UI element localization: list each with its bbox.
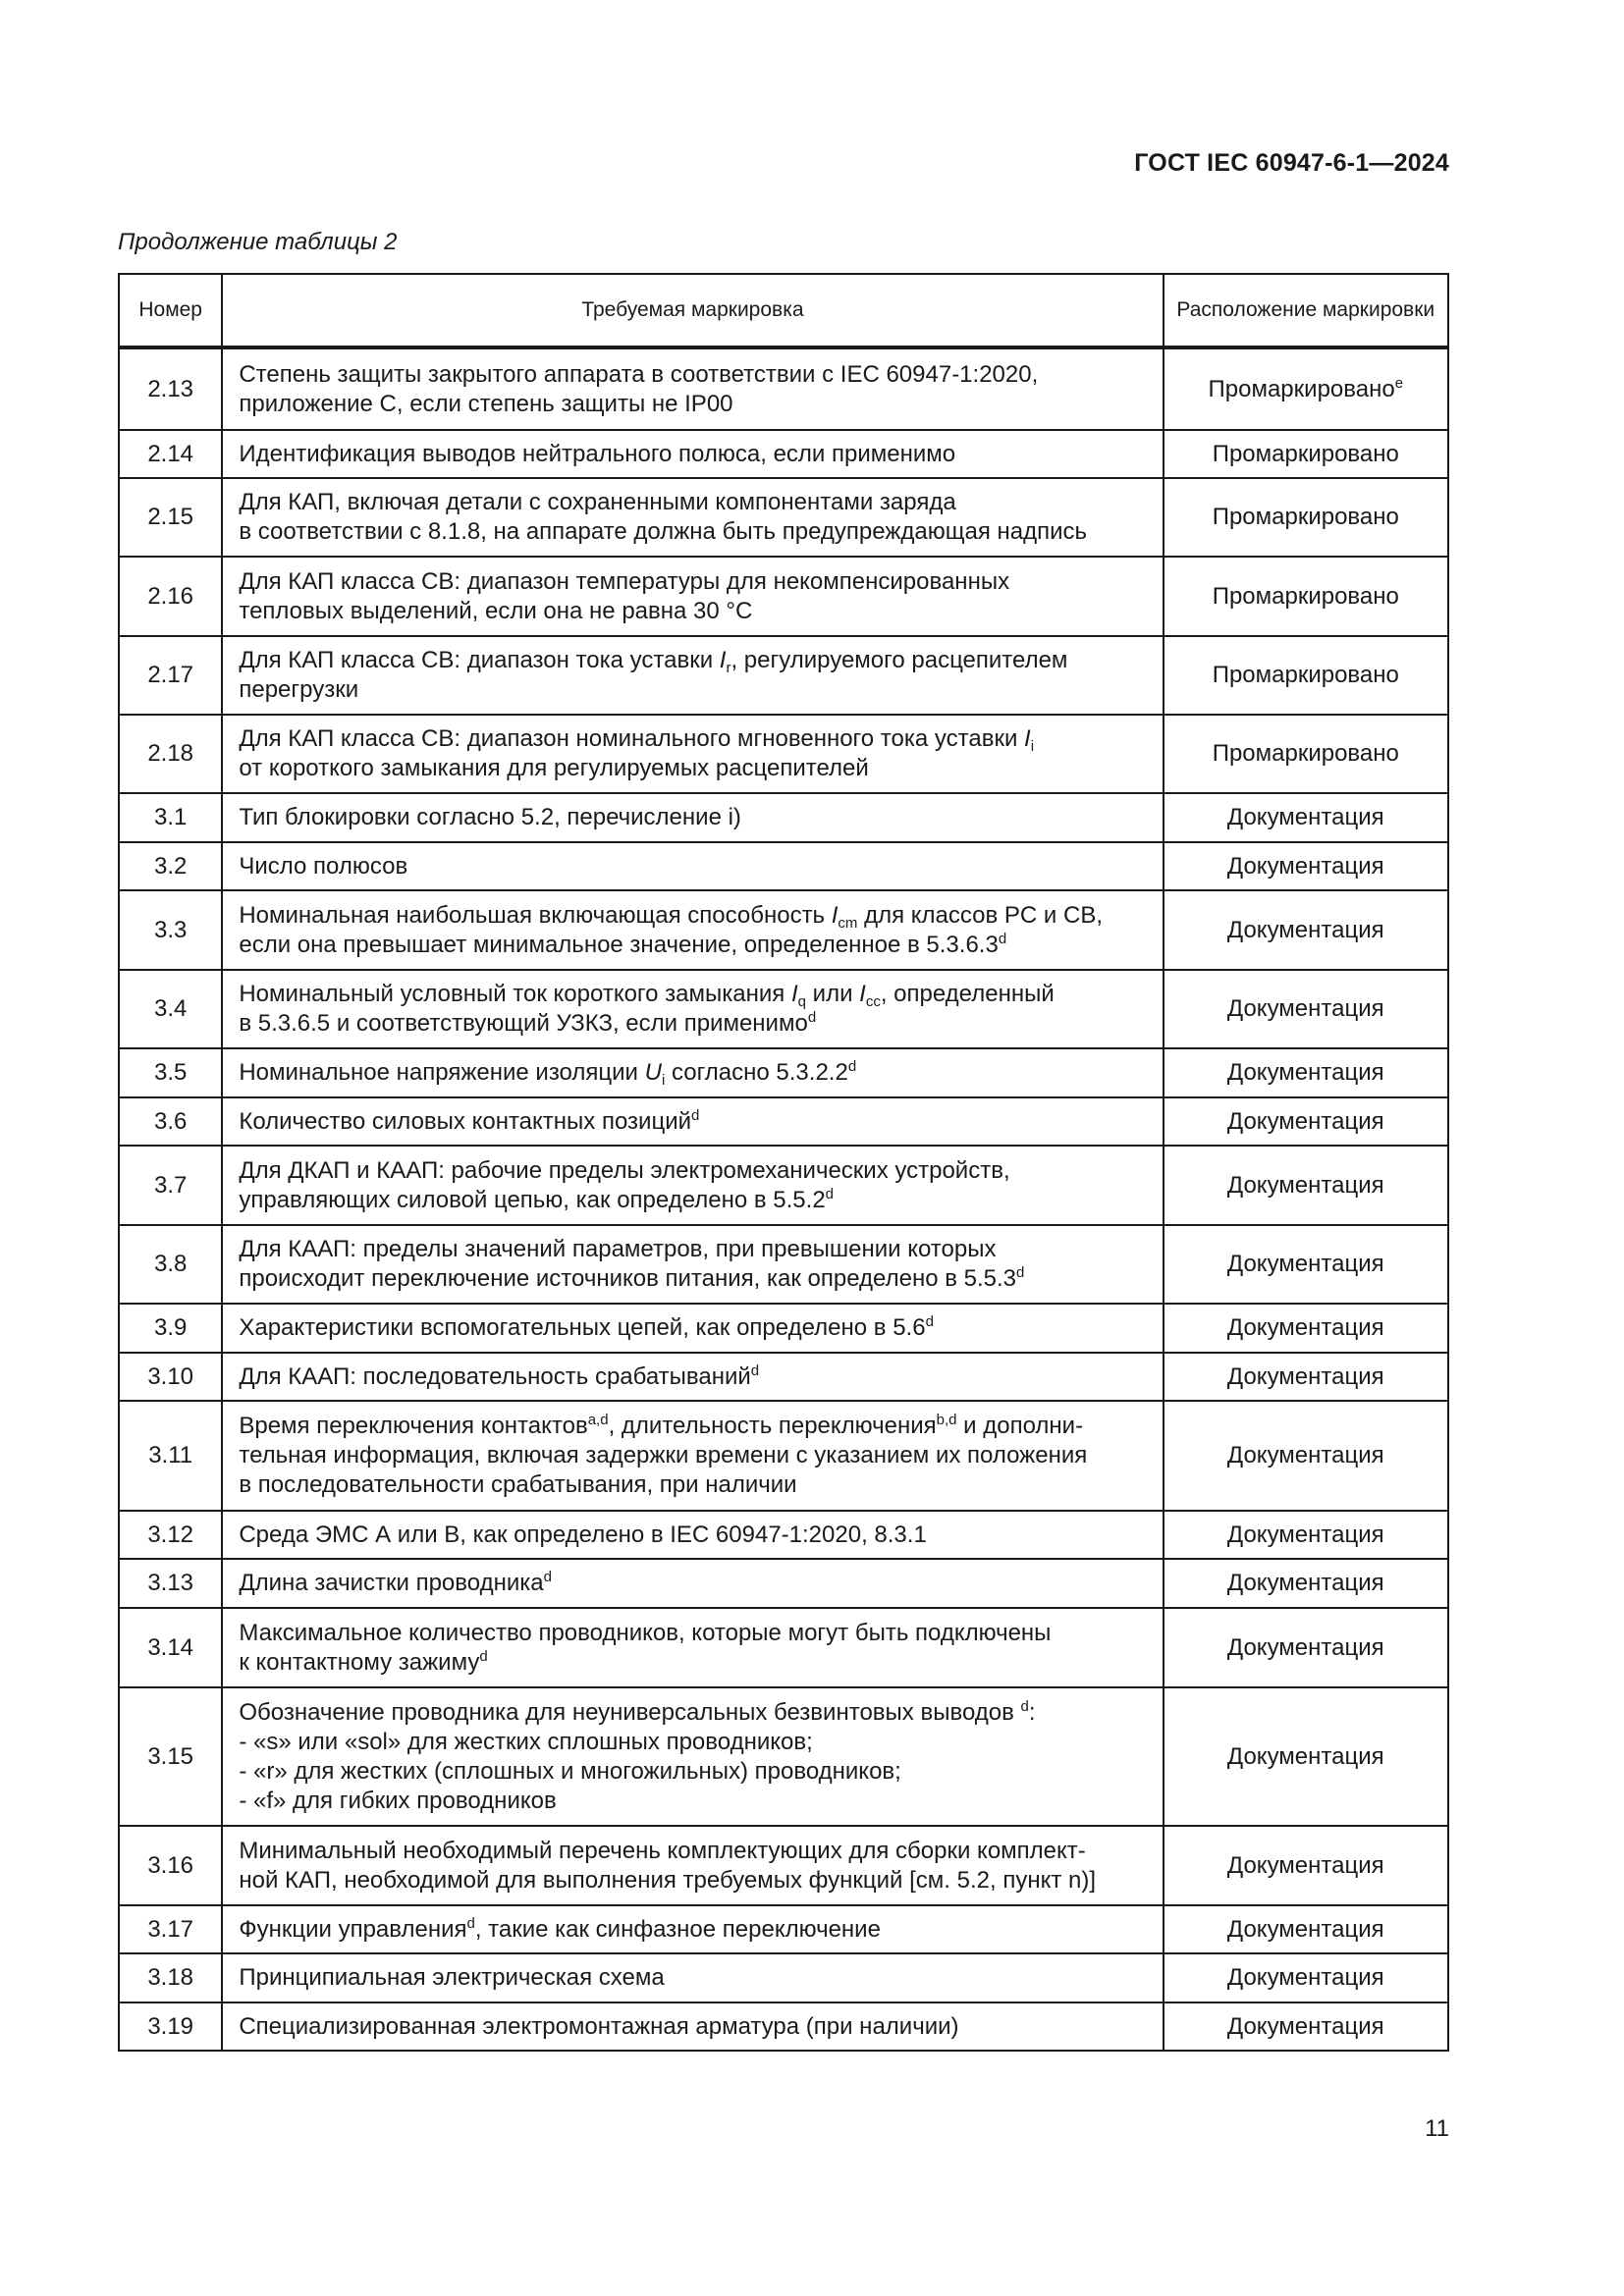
marking-location-text: Документация [1226,1964,1384,1991]
text-run: - «r» для жестких (сплошных и многожильных) проводников; [239,1757,901,1785]
row-number: 2.15 [119,478,222,557]
subscript: i [661,1072,666,1089]
marking-location [1164,793,1448,842]
footnote-ref: d [1020,1697,1029,1715]
footnote-ref: e [1394,374,1404,392]
row-number: 2.13 [119,347,222,430]
text-run: от короткого замыкания для регулируемых расцепителей [239,755,869,781]
text-run: Для КААП: пределы значений параметров, при превышении которых [239,1236,997,1262]
marking-location [1164,890,1448,970]
marking-location-text: Документация [1226,1521,1384,1548]
required-marking-text [222,890,1163,970]
row-number: 3.11 [119,1401,222,1511]
required-marking-text [222,1353,1163,1401]
marking-location [1164,1304,1448,1353]
text-run: , регулируемого расцепителем [731,647,1068,673]
marking-location [1164,1559,1448,1608]
text-run: тепловых выделений, если она не равна 30 °С [239,597,753,624]
required-marking-text [222,1097,1163,1146]
text-run: Для КАП класса СВ: диапазон тока уставки [239,647,720,673]
text-line [239,1441,1146,1470]
text-run: , такие как синфазное переключение [474,1915,881,1943]
required-marking-text [222,842,1163,890]
text-run: Функции управления [239,1915,467,1943]
text-run: Длина зачистки проводника [239,1570,544,1596]
text-run: Тип блокировки согласно 5.2, перечисление i) [239,804,741,830]
text-line [239,1058,1146,1088]
marking-location [1164,1511,1448,1559]
symbol: I [1024,725,1031,752]
footnote-ref: b,d [936,1412,957,1428]
text-run: - «s» или «sol» для жестких сплошных проводников; [239,1728,813,1755]
subscript: q [797,993,806,1010]
text-line [239,517,1146,547]
symbol: U [644,1059,662,1086]
table-row [119,1687,1448,1826]
row-number: 3.2 [119,842,222,890]
text-line [239,1362,1146,1392]
marking-location-text: Документация [1226,916,1384,943]
text-line [239,980,1146,1009]
text-run: Характеристики вспомогательных цепей, как определено в 5.6 [239,1314,926,1341]
row-number: 3.15 [119,1687,222,1826]
marking-location [1164,1146,1448,1225]
row-number: 2.18 [119,715,222,793]
marking-location [1164,347,1448,430]
text-line [239,646,1146,675]
required-marking-text [222,1826,1163,1905]
marking-location-text: Документация [1226,1362,1384,1390]
text-line [239,1915,1146,1945]
text-run: , определенный [880,981,1055,1007]
text-line [239,1186,1146,1215]
required-marking-text [222,430,1163,478]
marking-location [1164,970,1448,1048]
symbol: I [831,901,839,929]
text-run: происходит переключение источников питания, как определено в 5.5.3 [239,1265,1017,1292]
row-number: 3.6 [119,1097,222,1146]
table-row [119,890,1448,970]
text-run: Номинальный условный ток короткого замыкания [239,981,791,1007]
table-row [119,1559,1448,1608]
text-line [239,1009,1146,1039]
text-run: Минимальный необходимый перечень комплектующих для сборки комплект- [239,1837,1086,1864]
text-line [239,1619,1146,1648]
text-run: , длительность переключения [608,1413,937,1439]
marking-location [1164,1353,1448,1401]
required-marking-text [222,2002,1163,2051]
marking-location [1164,430,1448,478]
table-row [119,793,1448,842]
table-row [119,1401,1448,1511]
text-run: Номинальная наибольшая включающая способность [239,901,832,929]
text-line [239,440,1146,469]
table-row [119,347,1448,430]
row-number: 2.17 [119,636,222,715]
text-line [239,1313,1146,1343]
subscript: cc [865,993,881,1010]
text-line [239,1521,1146,1550]
row-number: 3.5 [119,1048,222,1097]
text-line [239,597,1146,626]
page-number: 11 [1425,2115,1449,2142]
table-row [119,1097,1448,1146]
marking-table [118,273,1449,2052]
row-number: 3.9 [119,1304,222,1353]
marking-location-text: Документация [1226,1570,1384,1596]
row-number: 2.14 [119,430,222,478]
text-line [239,1648,1146,1678]
text-run: Количество силовых контактных позиций [239,1107,692,1135]
text-run: Для ДКАП и КААП: рабочие пределы электромеханических устройств, [239,1156,1010,1184]
marking-location-text: Документация [1226,1742,1384,1770]
text-line [239,360,1146,390]
required-marking-text [222,715,1163,793]
marking-location-text: Документация [1226,852,1384,880]
text-run: согласно 5.3.2.2 [665,1059,848,1086]
text-line [239,1698,1146,1728]
table-row [119,1146,1448,1225]
text-run: : [1028,1698,1036,1726]
text-run: Степень защиты закрытого аппарата в соответствии с IEC 60947-1:2020, [239,360,1039,388]
marking-location [1164,1097,1448,1146]
text-line [239,488,1146,517]
text-line [239,803,1146,832]
text-line [239,931,1146,960]
column-header-location: Расположение маркировки [1164,274,1448,347]
text-line [239,1787,1146,1816]
table-row [119,557,1448,636]
text-line [239,2012,1146,2042]
table-body [119,347,1448,2051]
row-number: 3.8 [119,1225,222,1304]
table-row [119,1953,1448,2002]
row-number: 2.16 [119,557,222,636]
footnote-ref: d [925,1313,934,1330]
text-run: в последовательности срабатывания, при наличии [239,1471,797,1498]
text-run: приложение С, если степень защиты не IP00 [239,390,733,417]
row-number: 3.10 [119,1353,222,1401]
row-number: 3.18 [119,1953,222,2002]
subscript: cm [838,914,858,932]
text-line [239,1728,1146,1757]
marking-location-text: Документация [1226,1107,1384,1135]
marking-location-text: Промаркировано [1212,662,1399,688]
text-line [239,390,1146,419]
required-marking-text [222,1905,1163,1953]
symbol: I [719,647,727,673]
row-number: 3.16 [119,1826,222,1905]
required-marking-text [222,1146,1163,1225]
marking-location-text: Документация [1226,1851,1384,1879]
table-row [119,2002,1448,2051]
table-row [119,1608,1448,1687]
table-row [119,1905,1448,1953]
text-line [239,1837,1146,1866]
column-header-number: Номер [119,274,222,347]
text-line [239,1470,1146,1500]
marking-location [1164,715,1448,793]
marking-location [1164,1905,1448,1953]
required-marking-text [222,636,1163,715]
footnote-ref: d [825,1185,835,1202]
text-line [239,1156,1146,1186]
text-run: если она превышает минимальное значение, определенное в 5.3.6.3 [239,931,999,958]
text-line [239,1757,1146,1787]
row-number: 3.14 [119,1608,222,1687]
text-run: Для КААП: последовательность срабатываний [239,1362,751,1390]
text-line [239,901,1146,931]
text-run: тельная информация, включая задержки времени с указанием их положения [239,1442,1088,1468]
text-line [239,1107,1146,1137]
marking-location [1164,557,1448,636]
footnote-ref: d [807,1009,817,1026]
footnote-ref: d [479,1647,488,1665]
marking-location [1164,1225,1448,1304]
required-marking-text [222,478,1163,557]
required-marking-text [222,1304,1163,1353]
standard-designation: ГОСТ IEC 60947-6-1—2024 [1134,149,1449,177]
table-row [119,715,1448,793]
required-marking-text [222,1401,1163,1511]
marking-location [1164,636,1448,715]
text-run: Обозначение проводника для неуниверсальных безвинтовых выводов [239,1698,1021,1726]
text-line [239,1963,1146,1993]
text-run: к контактному зажиму [239,1648,480,1676]
marking-location-text: Документация [1226,1633,1384,1661]
required-marking-text [222,1953,1163,2002]
table-row [119,1048,1448,1097]
table-row [119,636,1448,715]
marking-location-text: Промаркировано [1212,740,1399,767]
required-marking-text [222,1225,1163,1304]
table-continuation-caption: Продолжение таблицы 2 [118,229,398,255]
text-line [239,567,1146,597]
marking-location-text: Документация [1226,1171,1384,1199]
text-run: Принципиальная электрическая схема [239,1964,665,1991]
required-marking-text [222,1608,1163,1687]
required-marking-text [222,1048,1163,1097]
footnote-ref: a,d [587,1412,609,1428]
marking-location [1164,842,1448,890]
text-line [239,1569,1146,1598]
required-marking-text [222,970,1163,1048]
row-number: 3.13 [119,1559,222,1608]
footnote-ref: d [750,1362,760,1379]
text-run: и дополни- [956,1413,1084,1439]
footnote-ref: d [847,1058,857,1075]
text-run: Для КАП класса СВ: диапазон температуры для некомпенсированных [239,567,1010,595]
text-run: Для КАП класса СВ: диапазон номинального мгновенного тока уставки [239,725,1025,752]
text-run: ной КАП, необходимой для выполнения требуемых функций [см. 5.2, пункт n)] [239,1866,1097,1894]
row-number: 3.12 [119,1511,222,1559]
text-run: Идентификация выводов нейтрального полюса, если применимо [239,440,956,467]
text-run: в 5.3.6.5 и соответствующий УЗКЗ, если применимо [239,1010,808,1037]
table-row [119,1225,1448,1304]
marking-location-text: Документация [1226,1442,1384,1468]
symbol: I [790,981,798,1007]
text-run: Время переключения контактов [239,1413,588,1439]
text-run: или [806,981,860,1007]
marking-location-text: Промаркировано [1212,440,1399,467]
marking-location-text: Документация [1226,2012,1384,2040]
footnote-ref: d [691,1106,700,1124]
marking-location [1164,1401,1448,1511]
marking-location-text: Документация [1226,995,1384,1022]
row-number: 3.7 [119,1146,222,1225]
required-marking-text [222,347,1163,430]
symbol: I [859,981,866,1007]
table-row [119,1353,1448,1401]
marking-location [1164,1953,1448,2002]
row-number: 3.3 [119,890,222,970]
table-row [119,1304,1448,1353]
table-row [119,1826,1448,1905]
required-marking-text [222,1511,1163,1559]
marking-location [1164,478,1448,557]
text-line [239,1412,1146,1441]
text-run: в соответствии с 8.1.8, на аппарате должна быть предупреждающая надпись [239,518,1087,545]
marking-location-text: Промаркировано [1212,582,1399,610]
required-marking-text [222,557,1163,636]
text-run: Среда ЭМС А или В, как определено в IEC 60947-1:2020, 8.3.1 [239,1521,927,1548]
row-number: 3.4 [119,970,222,1048]
row-number: 3.17 [119,1905,222,1953]
marking-location [1164,2002,1448,2051]
footnote-ref: d [466,1914,475,1932]
text-line [239,852,1146,881]
footnote-ref: d [543,1569,552,1585]
text-line [239,1866,1146,1896]
text-run: управляющих силовой цепью, как определено в 5.5.2 [239,1186,826,1213]
text-line [239,1264,1146,1294]
marking-location-text: Документация [1226,1059,1384,1086]
required-marking-text [222,793,1163,842]
table-row [119,1511,1448,1559]
text-run: - «f» для гибких проводников [239,1787,557,1814]
marking-location-text: Документация [1226,1915,1384,1943]
table-row [119,970,1448,1048]
text-line [239,675,1146,705]
text-run: Номинальное напряжение изоляции [239,1059,645,1086]
footnote-ref: d [998,930,1007,947]
marking-location-text: Документация [1226,1251,1384,1277]
table-row [119,842,1448,890]
marking-location-text: Документация [1226,1314,1384,1341]
text-run: для классов PC и CB, [857,901,1103,929]
marking-location-text: Промаркировано [1208,375,1395,402]
text-line [239,724,1146,754]
marking-location-text: Документация [1226,804,1384,830]
text-run: перегрузки [239,676,359,703]
marking-location [1164,1826,1448,1905]
table-header-row [119,274,1448,347]
marking-location [1164,1687,1448,1826]
text-run: Максимальное количество проводников, которые могут быть подключены [239,1619,1052,1646]
subscript: i [1030,738,1035,755]
footnote-ref: d [1016,1264,1025,1281]
table-row [119,478,1448,557]
marking-location-text: Промаркировано [1212,504,1399,530]
required-marking-text [222,1559,1163,1608]
text-run: Для КАП, включая детали с сохраненными компонентами заряда [239,489,956,515]
marking-location [1164,1608,1448,1687]
text-line [239,754,1146,783]
subscript: r [726,660,731,676]
required-marking-text [222,1687,1163,1826]
row-number: 3.1 [119,793,222,842]
column-header-marking: Требуемая маркировка [222,274,1163,347]
table-row [119,430,1448,478]
text-run: Специализированная электромонтажная арматура (при наличии) [239,2012,959,2040]
text-line [239,1235,1146,1264]
text-run: Число полюсов [239,852,408,880]
marking-location [1164,1048,1448,1097]
row-number: 3.19 [119,2002,222,2051]
